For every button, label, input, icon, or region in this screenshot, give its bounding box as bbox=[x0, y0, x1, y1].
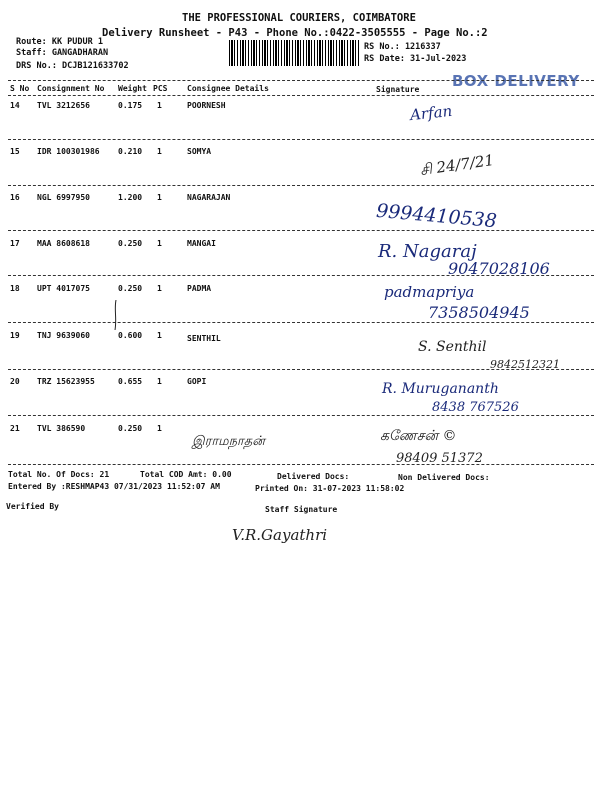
row-sno: 15 bbox=[10, 147, 20, 156]
row-signature: சி 24/7/21 bbox=[418, 150, 496, 180]
row-pcs: 1 bbox=[157, 331, 162, 340]
row-sno: 18 bbox=[10, 284, 20, 293]
divider bbox=[8, 415, 594, 416]
row-weight: 0.210 bbox=[118, 147, 143, 156]
barcode bbox=[229, 40, 359, 66]
row-phone: 98409 51372 bbox=[396, 451, 483, 466]
row-sno: 17 bbox=[10, 239, 20, 248]
row-weight: 0.655 bbox=[118, 377, 143, 386]
row-consignment: TNJ 9639060 bbox=[37, 331, 90, 340]
runsheet-subtitle: Delivery Runsheet - P43 - Phone No.:0422-3505555 - Page No.:2 bbox=[102, 27, 488, 39]
col-signature: Signature bbox=[376, 85, 420, 94]
row-pcs: 1 bbox=[157, 424, 162, 433]
row-consignment: TVL 3212656 bbox=[37, 101, 90, 110]
row-sno: 19 bbox=[10, 331, 20, 340]
divider bbox=[8, 95, 594, 96]
row-consignee: GOPI bbox=[187, 377, 207, 386]
drs-number: DRS No.: DCJB121633702 bbox=[16, 61, 129, 71]
total-cod: Total COD Amt: 0.00 bbox=[140, 470, 232, 479]
delivered-docs: Delivered Docs: bbox=[277, 472, 350, 481]
staff-signature: V.R.Gayathri bbox=[232, 526, 328, 544]
rs-date: RS Date: 31-Jul-2023 bbox=[364, 54, 467, 64]
row-weight: 1.200 bbox=[118, 193, 143, 202]
row-consignment: IDR 100301986 bbox=[37, 147, 100, 156]
row-pcs: 1 bbox=[157, 101, 162, 110]
row-signature: S. Senthil bbox=[418, 339, 487, 355]
col-consignment: Consignment No bbox=[37, 84, 105, 93]
divider bbox=[8, 80, 594, 81]
divider bbox=[8, 185, 594, 186]
row-weight: 0.175 bbox=[118, 101, 143, 110]
row-pcs: 1 bbox=[157, 377, 162, 386]
row-pcs: 1 bbox=[157, 284, 162, 293]
row-consignee: POORNESH bbox=[187, 101, 226, 110]
printed-on: Printed On: 31-07-2023 11:58:02 bbox=[255, 484, 405, 493]
row-pcs: 1 bbox=[157, 239, 162, 248]
entered-by: Entered By :RESHMAP43 07/31/2023 11:52:07 AM bbox=[8, 482, 220, 491]
verified-by: Verified By bbox=[6, 502, 59, 511]
row-weight: 0.250 bbox=[118, 424, 143, 433]
col-weight: Weight bbox=[118, 84, 147, 93]
row-consignment: TVL 386590 bbox=[37, 424, 86, 433]
row-weight: 0.250 bbox=[118, 239, 143, 248]
row-sno: 14 bbox=[10, 101, 20, 110]
divider bbox=[8, 369, 594, 370]
row-phone: 9047028106 bbox=[448, 259, 550, 278]
row-phone: 7358504945 bbox=[428, 303, 530, 322]
pen-mark bbox=[110, 300, 122, 330]
row-signature: R. Murugananth bbox=[382, 381, 499, 397]
staff-label: Staff: GANGADHARAN bbox=[16, 48, 109, 58]
divider bbox=[8, 275, 594, 276]
row-weight: 0.250 bbox=[118, 284, 143, 293]
row-signature: கணேசன் © bbox=[380, 428, 457, 444]
divider bbox=[8, 139, 594, 140]
staff-signature-label: Staff Signature bbox=[265, 505, 338, 514]
row-weight: 0.600 bbox=[118, 331, 143, 340]
divider bbox=[8, 230, 594, 231]
row-phone: 8438 767526 bbox=[432, 400, 519, 415]
non-delivered-docs: Non Delivered Docs: bbox=[398, 473, 490, 482]
col-consignee: Consignee Details bbox=[187, 84, 269, 93]
divider bbox=[8, 464, 594, 465]
row-consignee: PADMA bbox=[187, 284, 212, 293]
row-consignee: SOMYA bbox=[187, 147, 212, 156]
company-title: THE PROFESSIONAL COURIERS, COIMBATORE bbox=[182, 12, 416, 24]
row-consignment: TRZ 15623955 bbox=[37, 377, 95, 386]
row-consignee-handwritten: இராமநாதன் bbox=[192, 434, 265, 449]
row-phone: 9842512321 bbox=[490, 358, 560, 371]
row-consignment: NGL 6997950 bbox=[37, 193, 90, 202]
box-delivery-stamp: BOX DELIVERY bbox=[452, 72, 580, 90]
row-signature: 9994410538 bbox=[375, 199, 498, 233]
route-label: Route: KK PUDUR 1 bbox=[16, 37, 103, 47]
row-signature: R. Nagaraj bbox=[378, 241, 477, 262]
row-sno: 20 bbox=[10, 377, 20, 386]
row-consignee: MANGAI bbox=[187, 239, 216, 248]
row-pcs: 1 bbox=[157, 147, 162, 156]
col-sno: S No bbox=[10, 84, 30, 93]
row-signature: padmapriya bbox=[384, 283, 475, 301]
row-sno: 16 bbox=[10, 193, 20, 202]
row-consignee: SENTHIL bbox=[187, 334, 221, 343]
row-signature: Arfan bbox=[409, 101, 453, 125]
divider bbox=[8, 322, 594, 323]
row-consignment: MAA 8608618 bbox=[37, 239, 90, 248]
col-pcs: PCS bbox=[153, 84, 168, 93]
rs-number: RS No.: 1216337 bbox=[364, 42, 441, 52]
row-consignment: UPT 4017075 bbox=[37, 284, 90, 293]
row-pcs: 1 bbox=[157, 193, 162, 202]
total-docs: Total No. Of Docs: 21 bbox=[8, 470, 110, 479]
row-sno: 21 bbox=[10, 424, 20, 433]
row-consignee: NAGARAJAN bbox=[187, 193, 231, 202]
